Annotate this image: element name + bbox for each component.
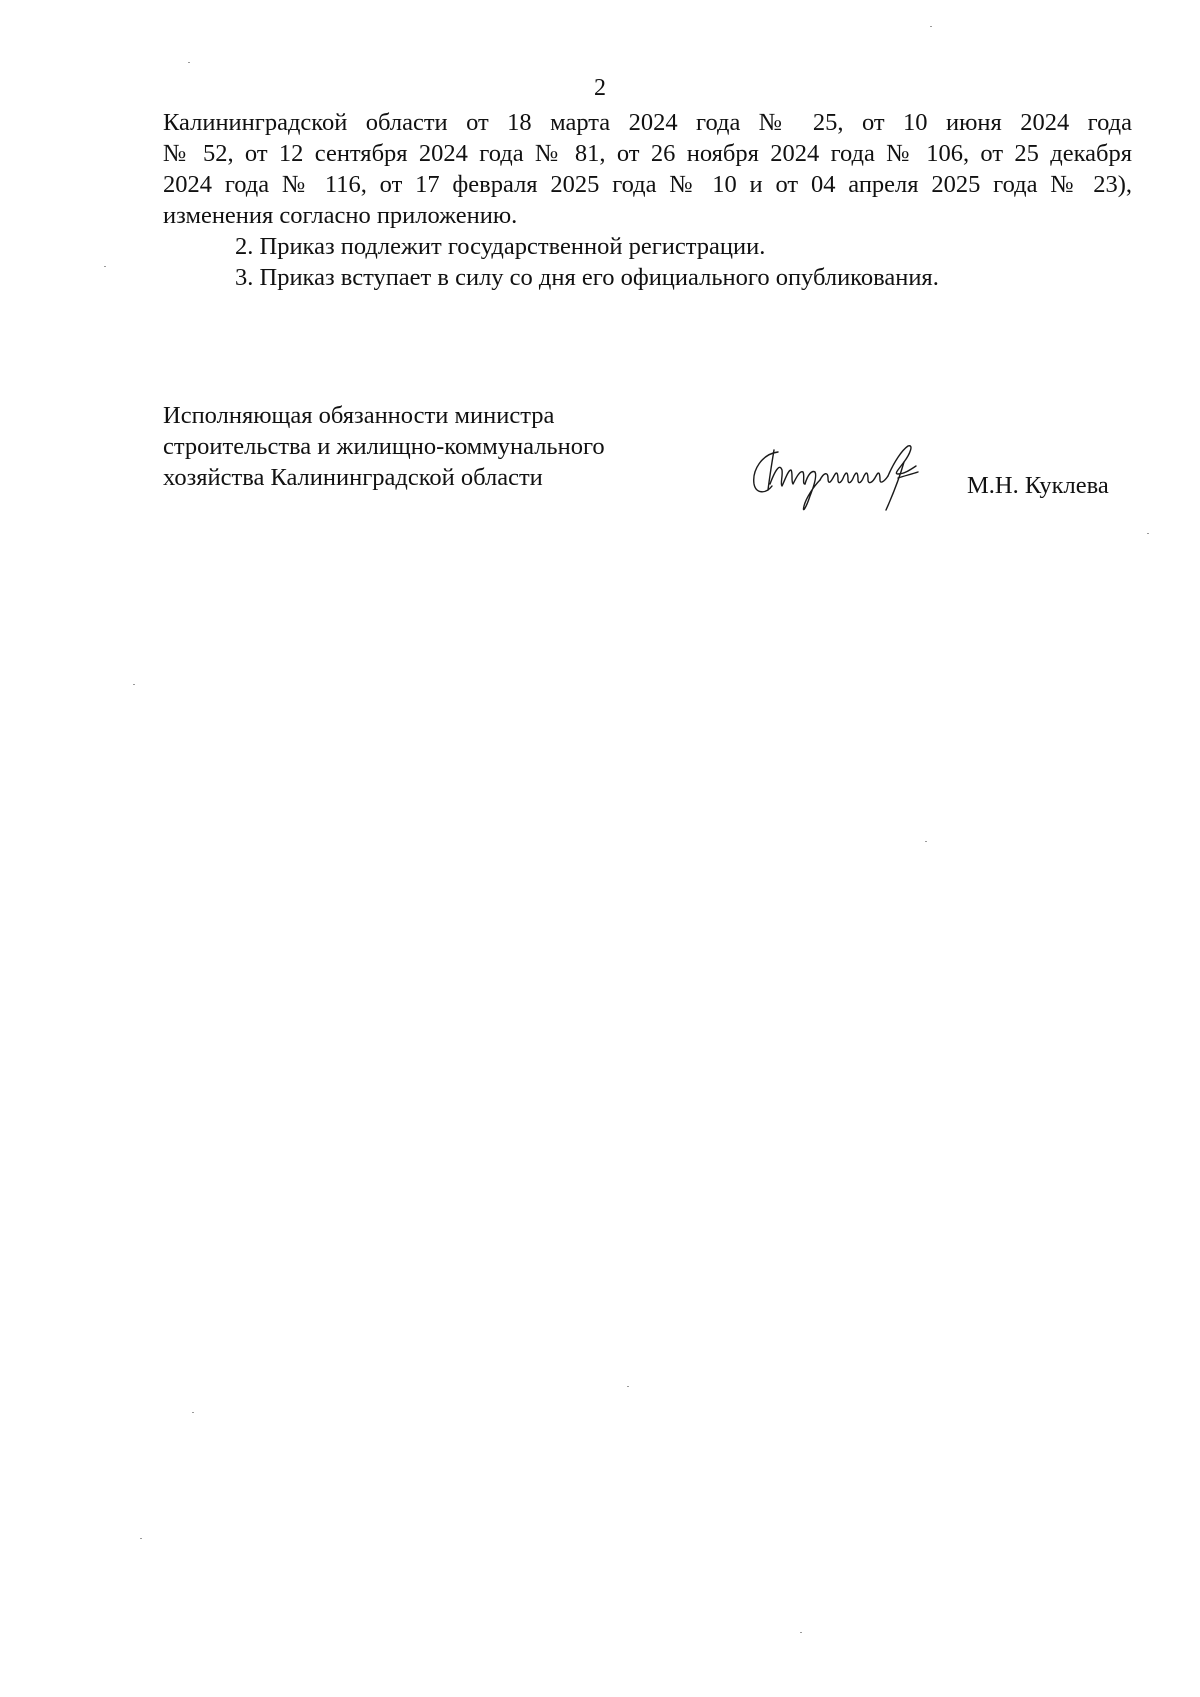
scan-speck <box>627 1386 629 1387</box>
scan-speck <box>800 1632 802 1633</box>
scan-speck <box>1147 533 1149 534</box>
scan-speck <box>133 684 135 685</box>
position-line: хозяйства Калининградской области <box>163 464 543 491</box>
paragraph-line: изменения согласно приложению. <box>163 202 518 229</box>
page-number: 2 <box>594 75 606 101</box>
scan-speck <box>192 1412 194 1413</box>
scan-speck <box>930 26 932 27</box>
paragraph-item-3: 3. Приказ вступает в силу со дня его официального опубликования. <box>235 264 939 291</box>
position-line: Исполняющая обязанности министра <box>163 402 555 429</box>
signatory-position <box>163 400 605 493</box>
paragraph-item-2: 2. Приказ подлежит государственной регистрации. <box>235 233 766 260</box>
paragraph-line: 2024 года № 116, от 17 февраля 2025 года № 10 и от 04 апреля 2025 года № 23), <box>163 171 1132 198</box>
document-body <box>163 107 1132 293</box>
scan-speck <box>188 62 190 63</box>
paragraph-line: Калининградской области от 18 марта 2024 года № 25, от 10 июня 2024 года <box>163 109 1132 136</box>
paragraph-continuation <box>163 107 1132 231</box>
signature-icon <box>748 440 943 520</box>
paragraph-line: № 52, от 12 сентября 2024 года № 81, от 26 ноября 2024 года № 106, от 25 декабря <box>163 140 1132 167</box>
scan-speck <box>925 841 927 842</box>
signer-name: М.Н. Куклева <box>967 472 1109 499</box>
scan-speck <box>140 1538 142 1539</box>
position-line: строительства и жилищно-коммунального <box>163 433 605 460</box>
scan-speck <box>104 266 106 267</box>
